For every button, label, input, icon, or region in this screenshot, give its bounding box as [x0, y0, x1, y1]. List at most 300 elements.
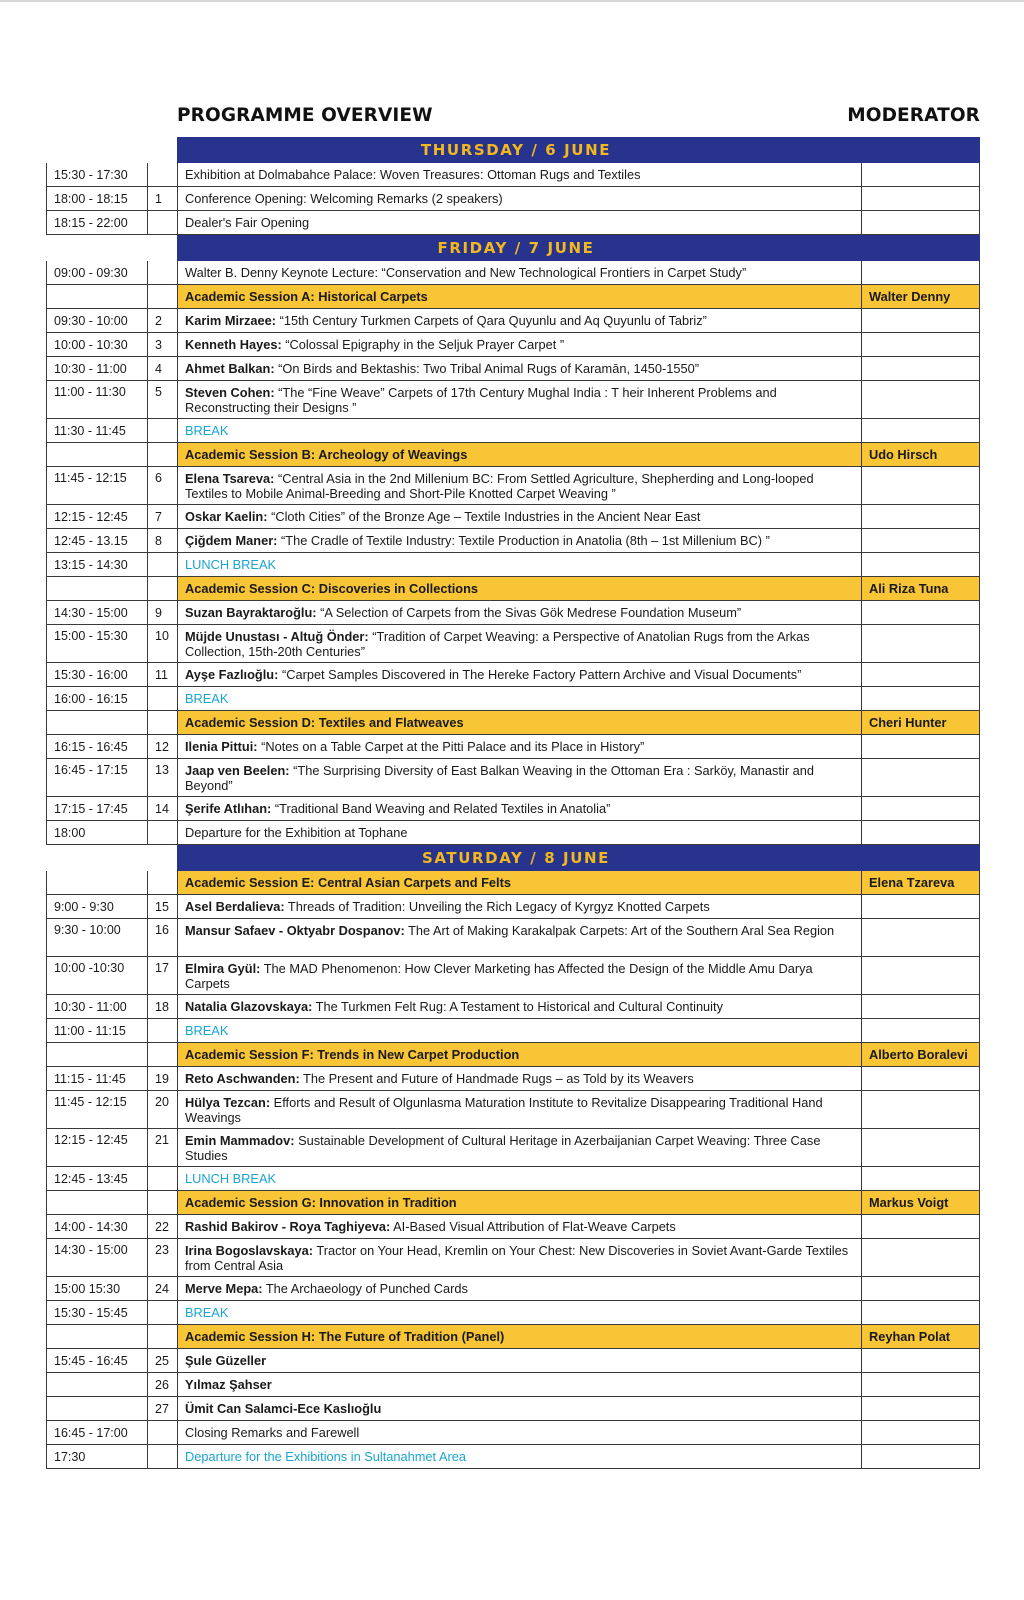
talk-cell — [177, 1373, 861, 1397]
talk-title: Dealer's Fair Opening — [185, 215, 310, 230]
talk-cell — [177, 333, 861, 357]
speaker-name: Reto Aschwanden: — [185, 1071, 300, 1086]
speaker-name: Karim Mirzaee: — [185, 313, 277, 328]
break-label: BREAK — [185, 1305, 229, 1320]
time-cell: 11:30 - 11:45 — [46, 419, 147, 443]
moderator-cell — [861, 625, 980, 663]
moderator-cell — [861, 419, 980, 443]
schedule-row — [46, 957, 980, 995]
talk-title: “A Selection of Carpets from the Sivas Gök Medrese Foundation Museum” — [316, 605, 742, 620]
time-cell — [46, 1373, 147, 1397]
talk-cell — [177, 625, 861, 663]
moderator-cell — [861, 1019, 980, 1043]
session-moderator: Alberto Boralevi — [861, 1043, 980, 1067]
moderator-cell — [861, 1067, 980, 1091]
speaker-name: Müjde Unustası - Altuğ Önder: — [185, 629, 369, 644]
talk-title: Sustainable Development of Cultural Heritage in Azerbaijanian Carpet Weaving: Three Case Studies — [185, 1133, 821, 1163]
day-spacer — [46, 235, 147, 261]
session-header-row — [46, 871, 980, 895]
speaker-name: Ümit Can Salamci-Ece Kaslıoğlu — [185, 1401, 382, 1416]
speaker-name: Merve Mepa: — [185, 1281, 263, 1296]
talk-cell — [177, 419, 861, 443]
speaker-name: Emin Mammadov: — [185, 1133, 295, 1148]
schedule-row — [46, 419, 980, 443]
number-cell: 21 — [147, 1129, 177, 1167]
time-cell: 14:30 - 15:00 — [46, 601, 147, 625]
number-cell — [147, 821, 177, 845]
talk-title: AI-Based Visual Attribution of Flat-Weave Carpets — [390, 1219, 676, 1234]
time-cell: 09:30 - 10:00 — [46, 309, 147, 333]
talk-cell — [177, 1445, 861, 1469]
speaker-name: Elmira Gyül: — [185, 961, 261, 976]
time-cell: 11:45 - 12:15 — [46, 1091, 147, 1129]
number-cell: 1 — [147, 187, 177, 211]
number-cell: 25 — [147, 1349, 177, 1373]
number-cell — [147, 1019, 177, 1043]
moderator-cell — [861, 529, 980, 553]
moderator-cell — [861, 553, 980, 577]
time-cell: 11:00 - 11:15 — [46, 1019, 147, 1043]
talk-cell — [177, 1239, 861, 1277]
schedule-row — [46, 1445, 980, 1469]
talk-cell — [177, 1349, 861, 1373]
number-cell — [147, 261, 177, 285]
moderator-column-header: MODERATOR — [847, 105, 980, 126]
talk-cell — [177, 1397, 861, 1421]
moderator-cell — [861, 505, 980, 529]
moderator-cell — [861, 261, 980, 285]
talk-title: Conference Opening: Welcoming Remarks (2 speakers) — [185, 191, 503, 206]
schedule-row — [46, 1167, 980, 1191]
programme-schedule-table — [46, 137, 980, 1469]
number-cell: 10 — [147, 625, 177, 663]
day-heading: SATURDAY / 8 JUNE — [177, 845, 861, 871]
day-heading: FRIDAY / 7 JUNE — [177, 235, 861, 261]
moderator-cell — [861, 759, 980, 797]
schedule-row — [46, 163, 980, 187]
talk-cell — [177, 995, 861, 1019]
schedule-row — [46, 1301, 980, 1325]
schedule-row — [46, 357, 980, 381]
session-header-row — [46, 1191, 980, 1215]
speaker-name: Şerife Atlıhan: — [185, 801, 272, 816]
talk-cell — [177, 261, 861, 285]
break-label: BREAK — [185, 1023, 229, 1038]
day-spacer — [147, 235, 177, 261]
break-label: Departure for the Exhibitions in Sultanahmet Area — [185, 1449, 466, 1464]
session-header-row — [46, 577, 980, 601]
schedule-row — [46, 333, 980, 357]
talk-title: “On Birds and Bektashis: Two Tribal Animal Rugs of Karamān, 1450-1550” — [274, 361, 700, 376]
day-heading-moderator-cell — [861, 137, 980, 163]
moderator-cell — [861, 687, 980, 711]
session-header-row — [46, 285, 980, 309]
moderator-cell — [861, 919, 980, 957]
schedule-row — [46, 309, 980, 333]
session-header-row — [46, 1325, 980, 1349]
talk-cell — [177, 919, 861, 957]
speaker-name: Kenneth Hayes: — [185, 337, 282, 352]
talk-cell — [177, 381, 861, 419]
moderator-cell — [861, 1373, 980, 1397]
time-cell: 12:45 - 13.15 — [46, 529, 147, 553]
talk-title: “The Surprising Diversity of East Balkan Weaving in the Ottoman Era : Sarköy, Manastir and Beyond” — [185, 763, 814, 793]
time-cell: 15:45 - 16:45 — [46, 1349, 147, 1373]
time-cell: 16:15 - 16:45 — [46, 735, 147, 759]
time-cell: 15:00 - 15:30 — [46, 625, 147, 663]
number-cell: 8 — [147, 529, 177, 553]
number-cell: 14 — [147, 797, 177, 821]
session-title: Academic Session C: Discoveries in Collections — [177, 577, 861, 601]
time-cell: 11:15 - 11:45 — [46, 1067, 147, 1091]
schedule-row — [46, 759, 980, 797]
time-cell: 9:30 - 10:00 — [46, 919, 147, 957]
number-cell — [147, 1043, 177, 1067]
time-cell — [46, 1043, 147, 1067]
talk-title: “Cloth Cities” of the Bronze Age – Textile Industries in the Ancient Near East — [267, 509, 701, 524]
number-cell — [147, 553, 177, 577]
talk-cell — [177, 797, 861, 821]
number-cell: 27 — [147, 1397, 177, 1421]
talk-cell — [177, 735, 861, 759]
moderator-cell — [861, 995, 980, 1019]
talk-cell — [177, 821, 861, 845]
talk-title: Closing Remarks and Farewell — [185, 1425, 360, 1440]
number-cell: 16 — [147, 919, 177, 957]
session-header-row — [46, 711, 980, 735]
talk-title: “Central Asia in the 2nd Millenium BC: From Settled Agriculture, Shepherding and Long-looped Textiles to Mobile Animal-Breeding and Short-Pile Knotted Carpet Weaving ” — [185, 471, 814, 501]
schedule-row — [46, 467, 980, 505]
speaker-name: Elena Tsareva: — [185, 471, 275, 486]
number-cell: 22 — [147, 1215, 177, 1239]
session-moderator: Walter Denny — [861, 285, 980, 309]
talk-cell — [177, 505, 861, 529]
talk-title: The Turkmen Felt Rug: A Testament to Historical and Cultural Continuity — [312, 999, 723, 1014]
session-moderator: Markus Voigt — [861, 1191, 980, 1215]
talk-cell — [177, 687, 861, 711]
talk-cell — [177, 357, 861, 381]
schedule-row — [46, 1277, 980, 1301]
schedule-row — [46, 625, 980, 663]
number-cell: 4 — [147, 357, 177, 381]
break-label: LUNCH BREAK — [185, 557, 277, 572]
number-cell — [147, 443, 177, 467]
time-cell: 14:30 - 15:00 — [46, 1239, 147, 1277]
talk-title: “The Cradle of Textile Industry: Textile Production in Anatolia (8th – 1st Millenium BC) ” — [277, 533, 770, 548]
talk-cell — [177, 957, 861, 995]
talk-cell — [177, 163, 861, 187]
time-cell: 15:30 - 15:45 — [46, 1301, 147, 1325]
session-moderator: Ali Riza Tuna — [861, 577, 980, 601]
number-cell: 24 — [147, 1277, 177, 1301]
time-cell: 12:15 - 12:45 — [46, 1129, 147, 1167]
time-cell: 11:00 - 11:30 — [46, 381, 147, 419]
talk-title: “Carpet Samples Discovered in The Hereke Factory Pattern Archive and Visual Documents” — [278, 667, 802, 682]
moderator-cell — [861, 1091, 980, 1129]
talk-title: Exhibition at Dolmabahce Palace: Woven Treasures: Ottoman Rugs and Textiles — [185, 167, 641, 182]
time-cell: 18:00 — [46, 821, 147, 845]
speaker-name: Çiğdem Maner: — [185, 533, 278, 548]
session-title: Academic Session B: Archeology of Weavings — [177, 443, 861, 467]
number-cell: 20 — [147, 1091, 177, 1129]
schedule-row — [46, 687, 980, 711]
schedule-row — [46, 261, 980, 285]
time-cell: 16:45 - 17:00 — [46, 1421, 147, 1445]
number-cell — [147, 211, 177, 235]
day-spacer — [147, 845, 177, 871]
number-cell: 11 — [147, 663, 177, 687]
schedule-row — [46, 1349, 980, 1373]
schedule-row — [46, 505, 980, 529]
time-cell: 18:15 - 22:00 — [46, 211, 147, 235]
speaker-name: Hülya Tezcan: — [185, 1095, 271, 1110]
talk-cell — [177, 1277, 861, 1301]
moderator-cell — [861, 797, 980, 821]
time-cell: 12:45 - 13:45 — [46, 1167, 147, 1191]
schedule-row — [46, 821, 980, 845]
time-cell — [46, 443, 147, 467]
moderator-cell — [861, 663, 980, 687]
number-cell: 3 — [147, 333, 177, 357]
talk-title: “15th Century Turkmen Carpets of Qara Quyunlu and Aq Quyunlu of Tabriz” — [276, 313, 707, 328]
schedule-row — [46, 553, 980, 577]
speaker-name: Jaap ven Beelen: — [185, 763, 290, 778]
break-label: LUNCH BREAK — [185, 1171, 277, 1186]
speaker-name: Asel Berdalieva: — [185, 899, 285, 914]
moderator-cell — [861, 1129, 980, 1167]
speaker-name: Oskar Kaelin: — [185, 509, 268, 524]
speaker-name: Irina Bogoslavskaya: — [185, 1243, 314, 1258]
time-cell: 14:00 - 14:30 — [46, 1215, 147, 1239]
talk-title: The MAD Phenomenon: How Clever Marketing has Affected the Design of the Middle Amu Darya Carpets — [185, 961, 813, 991]
talk-title: “The “Fine Weave” Carpets of 17th Century Mughal India : T heir Inherent Problems and Reconstructing their Designs ” — [185, 385, 777, 415]
time-cell: 10:30 - 11:00 — [46, 995, 147, 1019]
day-header-row — [46, 137, 980, 163]
talk-cell — [177, 1019, 861, 1043]
moderator-cell — [861, 211, 980, 235]
speaker-name: Yılmaz Şahser — [185, 1377, 272, 1392]
number-cell: 9 — [147, 601, 177, 625]
session-moderator: Reyhan Polat — [861, 1325, 980, 1349]
moderator-cell — [861, 1349, 980, 1373]
session-title: Academic Session F: Trends in New Carpet Production — [177, 1043, 861, 1067]
time-cell: 16:00 - 16:15 — [46, 687, 147, 711]
moderator-cell — [861, 895, 980, 919]
session-moderator: Elena Tzareva — [861, 871, 980, 895]
session-title: Academic Session G: Innovation in Tradition — [177, 1191, 861, 1215]
schedule-row — [46, 381, 980, 419]
moderator-cell — [861, 467, 980, 505]
moderator-cell — [861, 735, 980, 759]
talk-title: The Present and Future of Handmade Rugs – as Told by its Weavers — [299, 1071, 694, 1086]
session-moderator: Cheri Hunter — [861, 711, 980, 735]
moderator-cell — [861, 1445, 980, 1469]
schedule-row — [46, 1067, 980, 1091]
talk-cell — [177, 1129, 861, 1167]
moderator-cell — [861, 1397, 980, 1421]
session-header-row — [46, 1043, 980, 1067]
talk-cell — [177, 187, 861, 211]
day-heading-moderator-cell — [861, 235, 980, 261]
number-cell — [147, 1325, 177, 1349]
talk-cell — [177, 1067, 861, 1091]
speaker-name: Natalia Glazovskaya: — [185, 999, 313, 1014]
moderator-cell — [861, 601, 980, 625]
time-cell: 16:45 - 17:15 — [46, 759, 147, 797]
time-cell — [46, 577, 147, 601]
day-header-row — [46, 235, 980, 261]
time-cell: 10:30 - 11:00 — [46, 357, 147, 381]
speaker-name: Mansur Safaev - Oktyabr Dospanov: — [185, 923, 405, 938]
time-cell — [46, 285, 147, 309]
time-cell: 10:00 - 10:30 — [46, 333, 147, 357]
session-title: Academic Session D: Textiles and Flatweaves — [177, 711, 861, 735]
number-cell: 23 — [147, 1239, 177, 1277]
talk-title: “Colossal Epigraphy in the Seljuk Prayer Carpet ” — [281, 337, 565, 352]
day-heading-moderator-cell — [861, 845, 980, 871]
talk-title: Walter B. Denny Keynote Lecture: “Conservation and New Technological Frontiers in Carpet Study” — [185, 265, 747, 280]
number-cell — [147, 577, 177, 601]
break-label: BREAK — [185, 423, 229, 438]
talk-title: Efforts and Result of Olgunlasma Maturation Institute to Revitalize Disappearing Traditional Hand Weavings — [185, 1095, 823, 1125]
moderator-cell — [861, 187, 980, 211]
day-spacer — [46, 137, 147, 163]
schedule-row — [46, 1129, 980, 1167]
number-cell — [147, 1445, 177, 1469]
time-cell: 13:15 - 14:30 — [46, 553, 147, 577]
talk-cell — [177, 1301, 861, 1325]
top-border-line — [0, 0, 1024, 2]
day-heading: THURSDAY / 6 JUNE — [177, 137, 861, 163]
time-cell: 11:45 - 12:15 — [46, 467, 147, 505]
talk-cell — [177, 759, 861, 797]
number-cell: 12 — [147, 735, 177, 759]
schedule-row — [46, 797, 980, 821]
time-cell: 17:30 — [46, 1445, 147, 1469]
moderator-cell — [861, 333, 980, 357]
talk-cell — [177, 663, 861, 687]
schedule-row — [46, 187, 980, 211]
time-cell — [46, 711, 147, 735]
talk-cell — [177, 1167, 861, 1191]
number-cell: 17 — [147, 957, 177, 995]
time-cell: 18:00 - 18:15 — [46, 187, 147, 211]
time-cell — [46, 1325, 147, 1349]
speaker-name: Ayşe Fazlıoğlu: — [185, 667, 279, 682]
moderator-cell — [861, 309, 980, 333]
schedule-row — [46, 211, 980, 235]
schedule-row — [46, 601, 980, 625]
talk-cell — [177, 467, 861, 505]
time-cell — [46, 1191, 147, 1215]
day-header-row — [46, 845, 980, 871]
moderator-cell — [861, 1215, 980, 1239]
number-cell: 2 — [147, 309, 177, 333]
time-cell: 12:15 - 12:45 — [46, 505, 147, 529]
time-cell: 15:00 15:30 — [46, 1277, 147, 1301]
time-cell — [46, 871, 147, 895]
schedule-row — [46, 529, 980, 553]
moderator-cell — [861, 1277, 980, 1301]
number-cell — [147, 1421, 177, 1445]
moderator-cell — [861, 1301, 980, 1325]
day-spacer — [147, 137, 177, 163]
talk-cell — [177, 895, 861, 919]
number-cell: 18 — [147, 995, 177, 1019]
number-cell — [147, 285, 177, 309]
speaker-name: Ahmet Balkan: — [185, 361, 275, 376]
programme-title: PROGRAMME OVERVIEW — [177, 105, 433, 126]
number-cell — [147, 419, 177, 443]
talk-title: The Art of Making Karakalpak Carpets: Art of the Southern Aral Sea Region — [404, 923, 835, 938]
schedule-row — [46, 1421, 980, 1445]
schedule-row — [46, 735, 980, 759]
schedule-row — [46, 919, 980, 957]
talk-cell — [177, 1215, 861, 1239]
time-cell: 09:00 - 09:30 — [46, 261, 147, 285]
talk-cell — [177, 211, 861, 235]
moderator-cell — [861, 357, 980, 381]
session-title: Academic Session E: Central Asian Carpets and Felts — [177, 871, 861, 895]
session-title: Academic Session H: The Future of Tradition (Panel) — [177, 1325, 861, 1349]
number-cell: 15 — [147, 895, 177, 919]
speaker-name: Ilenia Pittui: — [185, 739, 258, 754]
number-cell: 7 — [147, 505, 177, 529]
talk-title: Tractor on Your Head, Kremlin on Your Chest: New Discoveries in Soviet Avant-Garde Textiles from Central Asia — [185, 1243, 849, 1273]
number-cell — [147, 711, 177, 735]
number-cell: 5 — [147, 381, 177, 419]
number-cell: 6 — [147, 467, 177, 505]
moderator-cell — [861, 381, 980, 419]
number-cell — [147, 1167, 177, 1191]
moderator-cell — [861, 1167, 980, 1191]
number-cell — [147, 687, 177, 711]
number-cell: 19 — [147, 1067, 177, 1091]
schedule-row — [46, 1215, 980, 1239]
talk-cell — [177, 309, 861, 333]
schedule-row — [46, 895, 980, 919]
speaker-name: Şule Güzeller — [185, 1353, 267, 1368]
schedule-row — [46, 663, 980, 687]
talk-cell — [177, 553, 861, 577]
time-cell: 17:15 - 17:45 — [46, 797, 147, 821]
talk-title: Departure for the Exhibition at Tophane — [185, 825, 408, 840]
moderator-cell — [861, 1239, 980, 1277]
talk-title: The Archaeology of Punched Cards — [262, 1281, 468, 1296]
talk-title: “Notes on a Table Carpet at the Pitti Palace and its Place in History” — [257, 739, 645, 754]
talk-title: Threads of Tradition: Unveiling the Rich Legacy of Kyrgyz Knotted Carpets — [284, 899, 710, 914]
moderator-cell — [861, 163, 980, 187]
time-cell: 10:00 -10:30 — [46, 957, 147, 995]
schedule-row — [46, 1091, 980, 1129]
number-cell — [147, 163, 177, 187]
speaker-name: Steven Cohen: — [185, 385, 275, 400]
speaker-name: Suzan Bayraktaroğlu: — [185, 605, 317, 620]
number-cell: 13 — [147, 759, 177, 797]
talk-cell — [177, 1091, 861, 1129]
schedule-row — [46, 1019, 980, 1043]
schedule-row — [46, 1239, 980, 1277]
speaker-name: Rashid Bakirov - Roya Taghiyeva: — [185, 1219, 391, 1234]
time-cell — [46, 1397, 147, 1421]
number-cell — [147, 1191, 177, 1215]
talk-title: “Traditional Band Weaving and Related Textiles in Anatolia” — [271, 801, 611, 816]
day-spacer — [46, 845, 147, 871]
moderator-cell — [861, 957, 980, 995]
talk-cell — [177, 529, 861, 553]
schedule-row — [46, 1373, 980, 1397]
session-moderator: Udo Hirsch — [861, 443, 980, 467]
